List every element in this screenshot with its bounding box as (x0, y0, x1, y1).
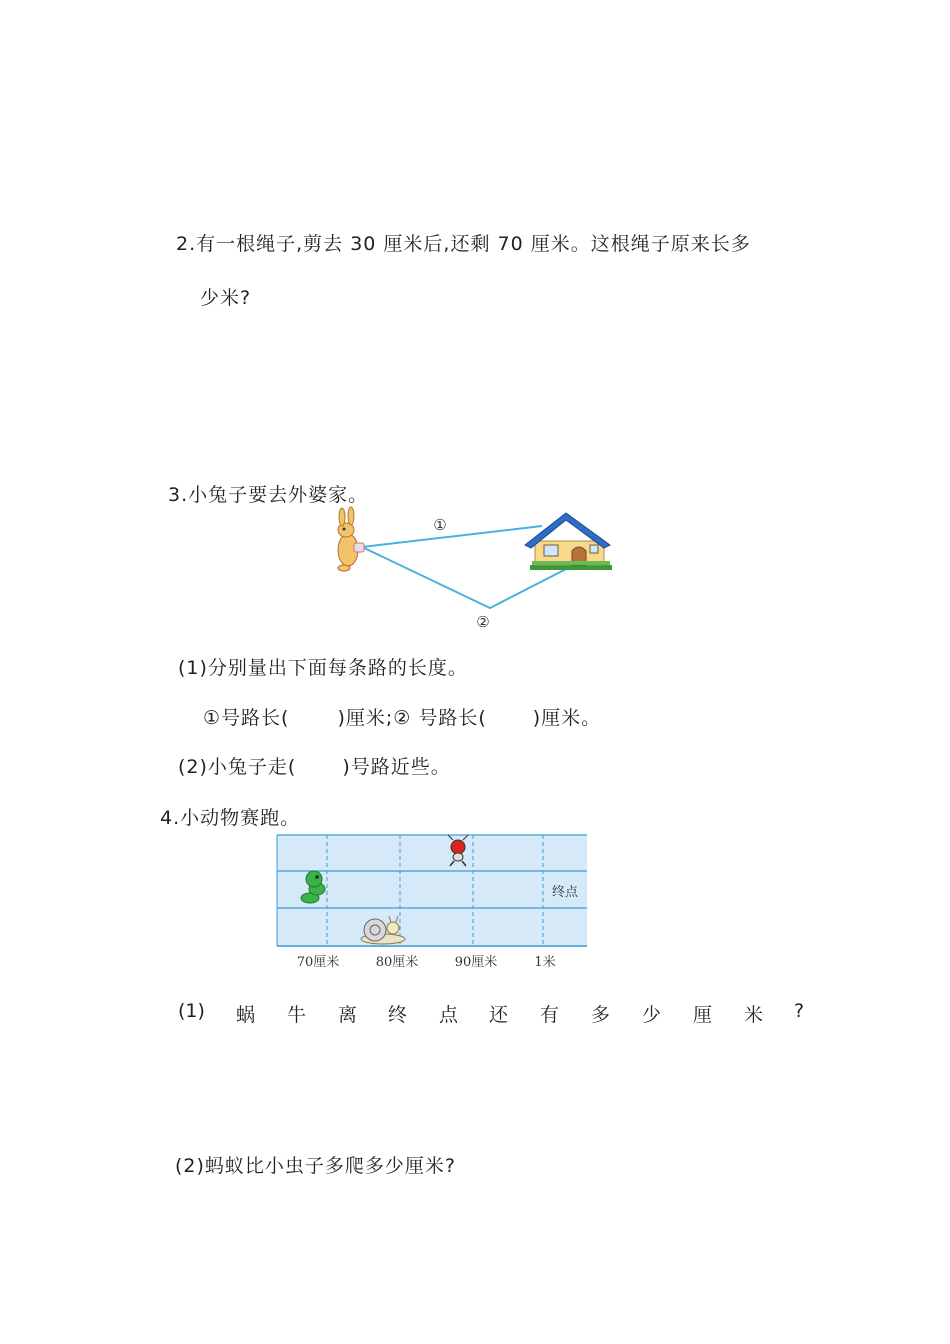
q4-sub1-char: (1) (178, 1000, 205, 1022)
q4-sub1-char: 有 (540, 1004, 560, 1026)
q4-sub1-char: 米 (744, 1004, 764, 1026)
q3-sub1: (1)分别量出下面每条路的长度。 (178, 657, 468, 679)
route-choice-suffix: )号路近些。 (342, 756, 451, 778)
route-choice-prompt: (2)小兔子走( (178, 756, 297, 778)
q4-sub1-char: 终 (388, 1004, 408, 1026)
route-1-line (362, 526, 542, 547)
route-2-length-prompt: )厘米;② 号路长( (337, 707, 487, 729)
q4-sub2: (2)蚂蚁比小虫子多爬多少厘米? (175, 1155, 456, 1177)
length-unit-suffix: )厘米。 (532, 707, 602, 729)
q4-sub1-char: 厘 (693, 1004, 713, 1026)
route-2-label: ② (476, 613, 490, 631)
q4-sub1-char: 蜗 (236, 1004, 256, 1026)
axis-label-90cm: 90厘米 (454, 955, 498, 970)
q3-sub1-fill (203, 703, 601, 730)
axis-label-80cm: 80厘米 (375, 955, 419, 970)
house-icon (525, 513, 612, 570)
race-figure (270, 830, 600, 980)
q4-sub1-char: 多 (591, 1004, 611, 1026)
axis-label-1m: 1米 (534, 955, 556, 970)
q2-line2: 少米? (200, 287, 252, 309)
finish-label: 终点 (551, 885, 579, 900)
rabbit-icon (338, 507, 364, 571)
axis-label-70cm: 70厘米 (296, 955, 340, 970)
q4-sub1-char: 离 (338, 1004, 358, 1026)
q4-sub1-char: 点 (439, 1004, 459, 1026)
q4-sub1-char: ? (794, 1000, 805, 1022)
route-1-length-prompt: ①号路长( (203, 707, 290, 729)
q2-line1: 2.有一根绳子,剪去 30 厘米后,还剩 70 厘米。这根绳子原来长多 (176, 233, 751, 255)
q3-title: 3.小兔子要去外婆家。 (168, 484, 369, 506)
q4-title: 4.小动物赛跑。 (160, 807, 301, 829)
q4-sub1-char: 牛 (287, 1004, 307, 1026)
route-1-label: ① (433, 516, 447, 534)
route-figure (320, 505, 620, 635)
q4-sub1-char: 还 (489, 1004, 509, 1026)
q4-sub1-char: 少 (642, 1004, 662, 1026)
q3-sub2 (178, 752, 451, 779)
